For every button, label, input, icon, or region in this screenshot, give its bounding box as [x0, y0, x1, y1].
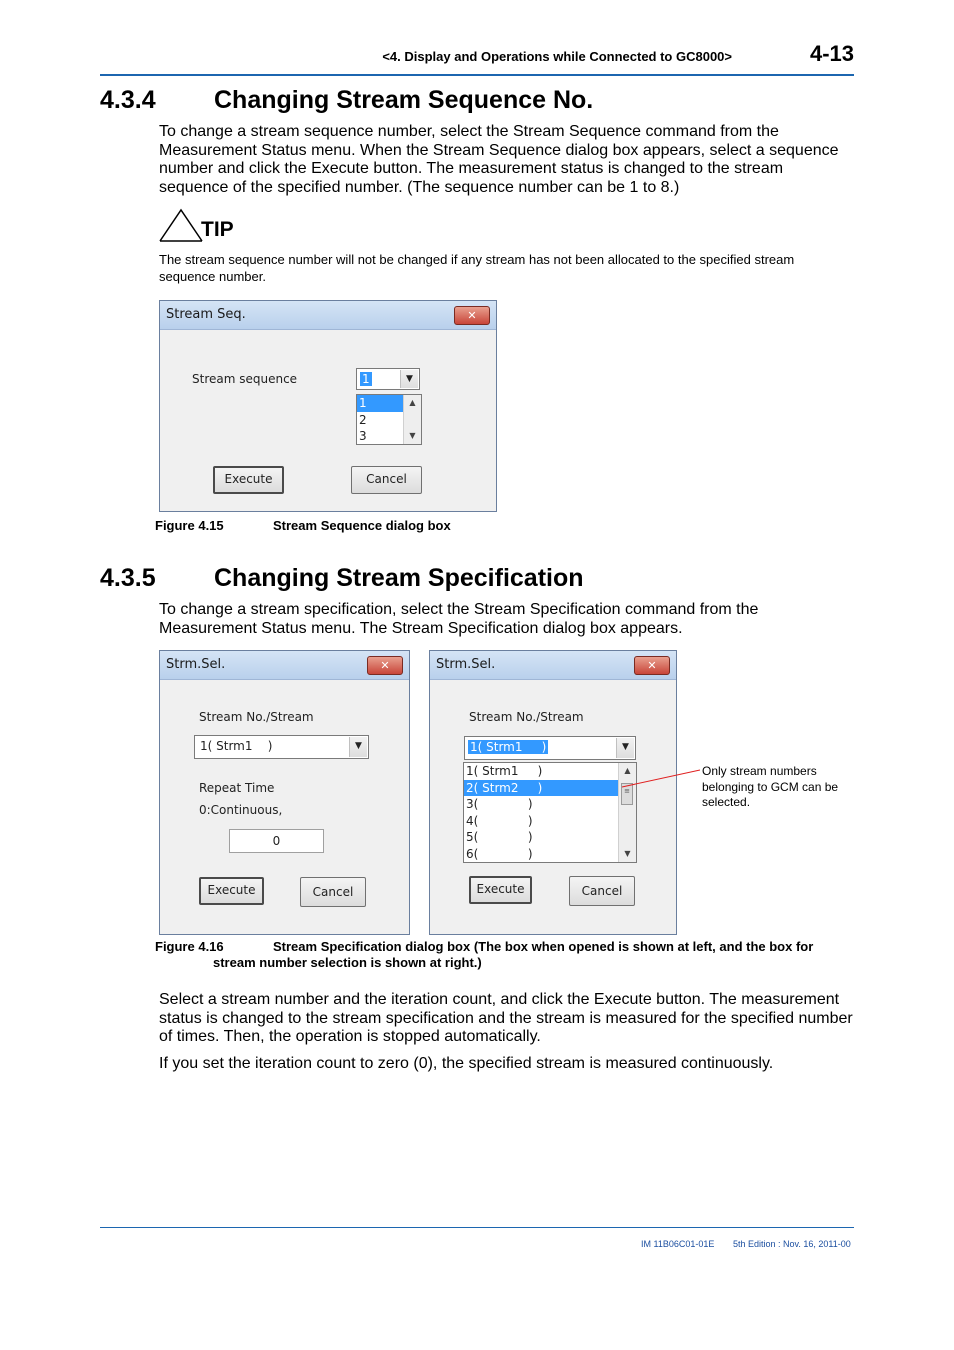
- strm-sel-dialog-list-open: [429, 650, 677, 935]
- chevron-down-icon[interactable]: ▼: [616, 738, 634, 758]
- combo-value: 1( Strm1 ): [470, 740, 547, 754]
- stream-label: Stream No./Stream: [199, 710, 314, 724]
- execute-button[interactable]: Execute: [469, 876, 532, 904]
- close-icon[interactable]: ✕: [634, 656, 670, 675]
- annotation-leader-line: [620, 760, 702, 790]
- footer-doc-number: IM 11B06C01-01E: [641, 1239, 715, 1249]
- list-item[interactable]: 6( ): [466, 846, 533, 861]
- section-body: To change a stream sequence number, select the Stream Sequence command from the Measurement Status menu. When the Stream Sequence dialog box appears, select a sequence number and click the Execute button. The measurement status is changed to the stream sequence of the specified number. (The sequence number can be 1 to 8.): [159, 123, 839, 196]
- stream-seq-dialog: [159, 300, 497, 512]
- scroll-down-icon[interactable]: ▼: [624, 849, 631, 858]
- section-title: Changing Stream Sequence No.: [214, 86, 594, 114]
- title-bar: [160, 651, 409, 680]
- paragraph-2: If you set the iteration count to zero (0), the specified stream is measured continuously.: [159, 1055, 774, 1072]
- combo-value: 1: [362, 372, 370, 386]
- scrollbar[interactable]: [403, 395, 421, 444]
- figure-caption: Stream Sequence dialog box: [273, 518, 451, 533]
- execute-button[interactable]: Execute: [199, 877, 264, 905]
- stream-combo[interactable]: [464, 736, 636, 760]
- close-icon[interactable]: ✕: [454, 306, 490, 325]
- tip-text: The stream sequence number will not be changed if any stream has not been allocated to the specified stream sequence number.: [159, 252, 795, 284]
- title-bar: [160, 301, 496, 330]
- list-item[interactable]: 3( ): [466, 797, 533, 811]
- stream-dropdown-list[interactable]: [463, 762, 637, 863]
- dialog-title: Stream Seq.: [166, 307, 246, 322]
- chevron-down-icon[interactable]: ▼: [349, 737, 367, 757]
- stream-sequence-label: Stream sequence: [192, 372, 298, 386]
- figure-caption: Stream Specification dialog box (The box when opened is shown at left, and the box for stream number selection is shown at right.): [213, 939, 814, 970]
- page-number: 4-13: [809, 41, 854, 66]
- stream-combo[interactable]: [194, 735, 369, 759]
- continuous-label: 0:Continuous,: [199, 803, 283, 817]
- cancel-button[interactable]: Cancel: [351, 466, 422, 494]
- list-item[interactable]: 2( Strm2 ): [464, 780, 636, 797]
- chapter-header: <4. Display and Operations while Connected to GC8000>: [382, 49, 732, 64]
- header-rule: [100, 74, 854, 76]
- figure-number: Figure 4.15: [155, 518, 224, 533]
- title-bar: [430, 651, 676, 680]
- tip-label: TIP: [201, 218, 234, 241]
- paragraph-1: Select a stream number and the iteration count, and click the Execute button. The measurement status is changed to the stream specification and the stream is measured for the specified number of times. Then, the operation is stopped automatically.: [159, 991, 853, 1045]
- section-number: 4.3.4: [100, 86, 156, 114]
- stream-sequence-combo[interactable]: [356, 368, 420, 390]
- stream-label: Stream No./Stream: [469, 710, 584, 724]
- repeat-time-input[interactable]: 0: [229, 829, 324, 853]
- list-item[interactable]: 1( Strm1 ): [466, 764, 543, 778]
- combo-value: 1( Strm1 ): [200, 739, 273, 753]
- list-item[interactable]: 4( ): [466, 813, 533, 828]
- section-heading-434: [100, 86, 854, 118]
- footer-edition: 5th Edition : Nov. 16, 2011-00: [733, 1239, 851, 1249]
- figure-number: Figure 4.16: [155, 939, 224, 954]
- sequence-dropdown-list[interactable]: [356, 394, 422, 445]
- list-item[interactable]: 3: [359, 429, 367, 443]
- chevron-down-icon[interactable]: ▼: [400, 370, 418, 388]
- section-body: To change a stream specification, select the Stream Specification command from the Measurement Status menu. The Stream Specification dialog box appears.: [159, 601, 759, 637]
- dialog-title: Strm.Sel.: [436, 657, 496, 672]
- annotation-text: Only stream numbers belonging to GCM can be selected.: [702, 764, 839, 809]
- section-title: Changing Stream Specification: [214, 564, 584, 592]
- list-item[interactable]: 1: [357, 395, 421, 412]
- execute-button[interactable]: Execute: [213, 466, 284, 494]
- footer-rule: [100, 1227, 854, 1228]
- tip-triangle-icon: [159, 208, 203, 242]
- scroll-thumb[interactable]: ≡: [621, 783, 633, 805]
- list-item[interactable]: 5( ): [466, 830, 533, 844]
- strm-sel-dialog-opened: [159, 650, 410, 935]
- cancel-button[interactable]: Cancel: [569, 876, 635, 906]
- scroll-up-icon[interactable]: ▲: [409, 398, 416, 407]
- list-item[interactable]: 2: [359, 412, 367, 427]
- section-number: 4.3.5: [100, 564, 156, 592]
- dialog-title: Strm.Sel.: [166, 657, 226, 672]
- section-heading-435: [100, 564, 854, 596]
- repeat-time-label: Repeat Time: [199, 781, 275, 795]
- cancel-button[interactable]: Cancel: [300, 877, 366, 907]
- scroll-down-icon[interactable]: ▼: [409, 431, 416, 440]
- scroll-up-icon[interactable]: ▲: [624, 766, 631, 775]
- close-icon[interactable]: ✕: [367, 656, 403, 675]
